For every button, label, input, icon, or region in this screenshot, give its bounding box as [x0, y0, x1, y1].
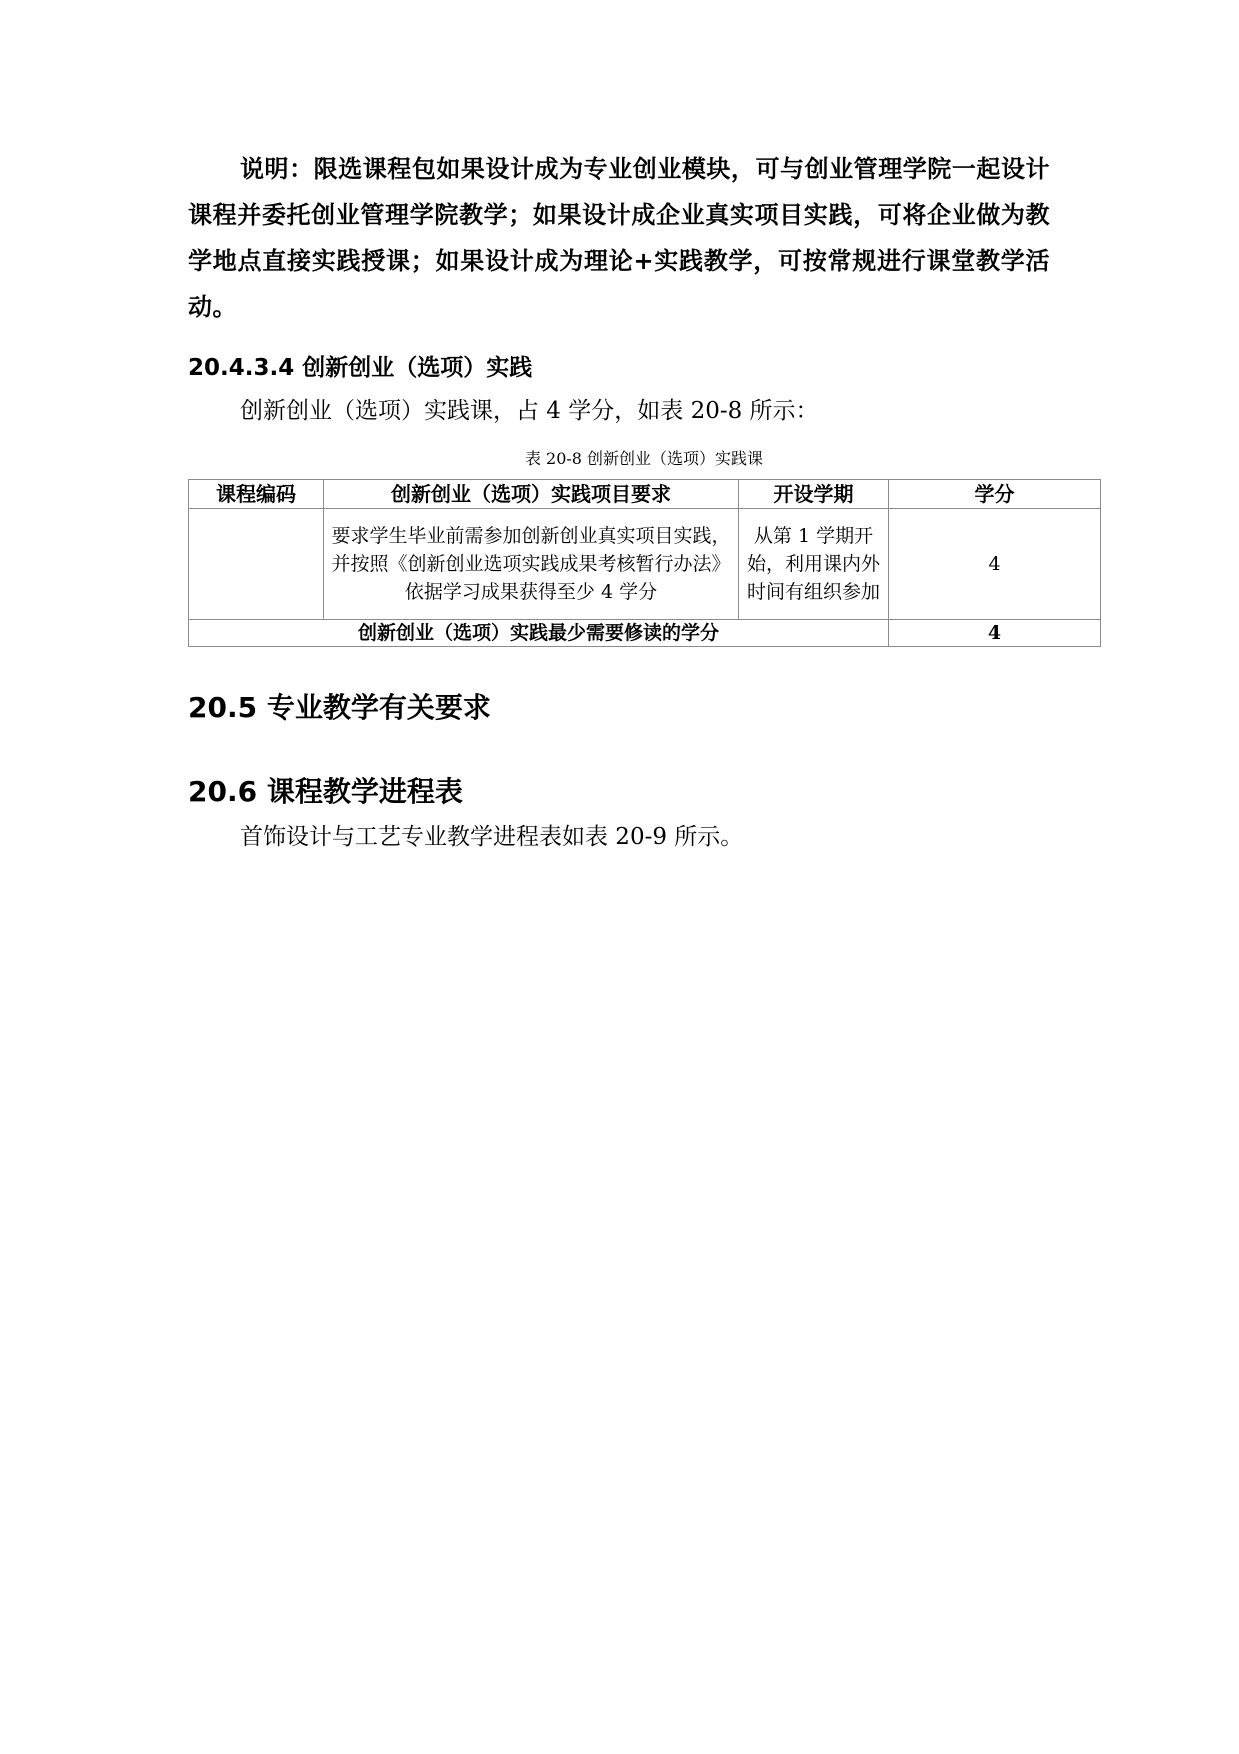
table-total-row: [189, 620, 1101, 647]
header-course-code: 课程编码: [189, 480, 324, 509]
table-header-row: [189, 480, 1101, 509]
total-value: 4: [889, 620, 1101, 647]
table-caption: 表 20-8 创新创业（选项）实践课: [524, 449, 764, 468]
cell-requirement: 要求学生毕业前需参加创新创业真实项目实践，并按照《创新创业选项实践成果考核暂行办法》依据学习成果获得至少 4 学分: [324, 509, 739, 620]
section-heading-20-6: 20.6 课程教学进程表: [188, 775, 463, 808]
cell-semester: 从第 1 学期开始，利用课内外时间有组织参加: [739, 509, 889, 620]
cell-course-code: [189, 509, 324, 620]
course-table: [188, 479, 1101, 647]
section-intro-20-4-3-4: 创新创业（选项）实践课，占 4 学分，如表 20-8 所示：: [240, 398, 819, 424]
header-credit: 学分: [889, 480, 1101, 509]
header-requirement: 创新创业（选项）实践项目要求: [324, 480, 739, 509]
section-intro-20-6: 首饰设计与工艺专业教学进程表如表 20-9 所示。: [240, 824, 744, 850]
cell-credit: 4: [889, 509, 1101, 620]
section-heading-20-4-3-4: 20.4.3.4 创新创业（选项）实践: [188, 355, 533, 381]
total-label: 创新创业（选项）实践最少需要修读的学分: [189, 620, 889, 647]
note-paragraph: 说明：限选课程包如果设计成为专业创业模块，可与创业管理学院一起设计课程并委托创业管理学院教学；如果设计成企业真实项目实践，可将企业做为教学地点直接实践授课；如果设计成为理论+实践教学，可按常规进行课堂教学活动。: [188, 155, 1050, 321]
header-semester: 开设学期: [739, 480, 889, 509]
section-heading-20-5: 20.5 专业教学有关要求: [188, 691, 491, 724]
table-row: [189, 509, 1101, 620]
